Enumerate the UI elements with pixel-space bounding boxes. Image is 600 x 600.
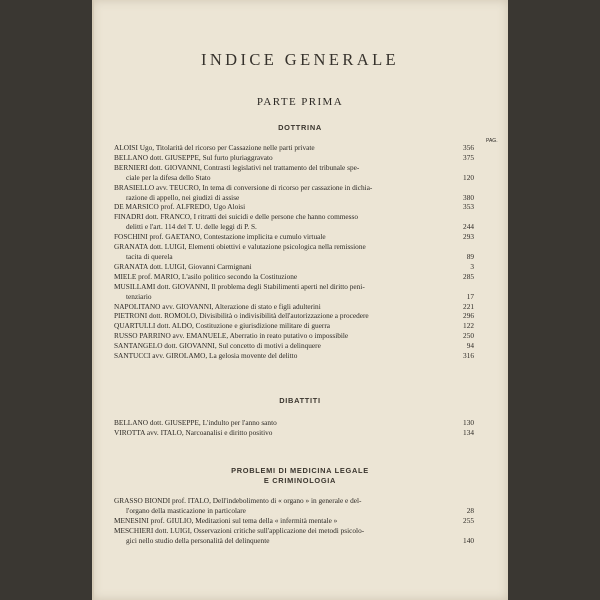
- index-entry: [114, 301, 474, 312]
- page-number: 293: [463, 232, 474, 242]
- entry-text: QUARTULLI dott. ALDO, Costituzione e giurisdizione militare di guerra: [114, 321, 330, 331]
- page-number: 356: [463, 143, 474, 152]
- page-number: 255: [463, 515, 474, 525]
- index-entry: [114, 182, 474, 203]
- entry-continuation: razione di appello, nei giudizi di assise: [126, 192, 240, 202]
- dottrina-list: [114, 143, 474, 361]
- index-entry: [114, 525, 474, 546]
- page-number: 120: [463, 172, 474, 182]
- entry-text: BELLANO dott. GIUSEPPE, L'indulto per l'anno santo: [114, 418, 277, 427]
- entry-continuation: tacita di querela: [126, 251, 173, 261]
- entry-text: GRANATA dott. LUIGI, Elementi obiettivi e valutazione psicologica nella remissione: [114, 242, 366, 252]
- index-entry: [114, 281, 474, 302]
- entry-text: MENESINI prof. GIULIO, Meditazioni sul tema della « infermità mentale »: [114, 515, 338, 525]
- part-heading: PARTE PRIMA: [256, 96, 344, 108]
- page-number: 353: [463, 202, 474, 212]
- page-number: 375: [463, 152, 474, 162]
- index-entry: [114, 311, 474, 321]
- entry-continuation: gici nello studio della personalità del delinquente: [126, 535, 270, 545]
- entry-text: ALOISI Ugo, Titolarità del ricorso per Cassazione nelle parti private: [114, 143, 315, 152]
- medicina-legale-list: [114, 496, 474, 546]
- entry-continuation: ciale per la difesa dello Stato: [126, 172, 211, 182]
- entry-text: FINADRI dott. FRANCO, I ritratti dei suicidi e delle persone che hanno commesso: [114, 212, 358, 222]
- section-heading-dottrina: DOTTRINA: [278, 123, 322, 132]
- entry-text: MESCHIERI dott. LUIGI, Osservazioni critiche sull'applicazione dei metodi psicolo-: [114, 525, 365, 535]
- page-number: 94: [466, 341, 474, 351]
- entry-text: SANTANGELO dott. GIOVANNI, Sul concetto di motivi a delinquere: [114, 341, 321, 351]
- index-entry: [114, 496, 474, 516]
- dibattiti-list: [114, 418, 474, 438]
- index-entry: [114, 143, 474, 153]
- page-number: 140: [463, 535, 474, 545]
- page-number: 17: [466, 291, 474, 301]
- index-entry: [114, 242, 474, 262]
- index-entry: [114, 202, 474, 212]
- section-heading-dibattiti: DIBATTITI: [279, 396, 321, 405]
- entry-text: MIELE prof. MARIO, L'asilo politico secondo la Costituzione: [114, 271, 298, 281]
- index-entry: [114, 261, 474, 272]
- index-entry: [114, 152, 474, 163]
- index-entry: [114, 212, 474, 232]
- page-number: 250: [463, 331, 474, 341]
- page-number: 130: [463, 418, 474, 427]
- entry-text: BELLANO dott. GIUSEPPE, Sul furto pluriaggravato: [114, 152, 273, 162]
- page-number: 316: [463, 351, 474, 361]
- page-content: [92, 0, 508, 600]
- entry-text: FOSCHINI prof. GAETANO, Contestazione implicita e cumulo virtuale: [114, 232, 326, 242]
- entry-text: SANTUCCI avv. GIROLAMO, La gelosia movente del delitto: [114, 351, 298, 361]
- index-entry: [114, 232, 474, 242]
- page-number: 134: [463, 427, 474, 437]
- entry-text: BRASIELLO avv. TEUCRO, In tema di conversione di ricorso per cassazione in dichia-: [114, 182, 373, 192]
- page-column-label: PAG.: [486, 138, 498, 144]
- page-number: 3: [470, 261, 474, 271]
- page-number: 221: [463, 301, 474, 311]
- index-entry: [114, 331, 474, 341]
- entry-text: GRASSO BIONDI prof. ITALO, Dell'indebolimento di « organo » in generale e del-: [114, 496, 362, 505]
- index-entry: [114, 321, 474, 331]
- entry-text: GRANATA dott. LUIGI, Giovanni Carmignani: [114, 261, 252, 271]
- page-number: 296: [463, 311, 474, 321]
- index-entry: [114, 515, 474, 526]
- entry-continuation: delitti e l'art. 114 del T. U. delle leggi di P. S.: [126, 222, 257, 232]
- page-title: INDICE GENERALE: [200, 50, 400, 69]
- page-number: 285: [463, 271, 474, 281]
- page-number: 380: [463, 192, 474, 202]
- entry-text: MUSILLAMI dott. GIOVANNI, Il problema degli Stabilimenti aperti nel diritto peni-: [114, 281, 365, 291]
- index-entry: [114, 341, 474, 351]
- page-number: 244: [463, 222, 474, 232]
- entry-text: RUSSO PARRINO avv. EMANUELE, Aberratio in reato putativo o impossibile: [114, 331, 349, 341]
- entry-continuation: tenziario: [126, 291, 152, 301]
- page-number: 122: [463, 321, 474, 331]
- entry-text: DE MARSICO prof. ALFREDO, Ugo Aloisi: [114, 202, 246, 212]
- index-entry: [114, 418, 474, 428]
- section-heading-criminologia: E CRIMINOLOGIA: [263, 476, 337, 485]
- index-entry: [114, 351, 474, 361]
- index-entry: [114, 162, 474, 183]
- page-number: 28: [466, 505, 474, 515]
- entry-text: NAPOLITANO avv. GIOVANNI, Alterazione di stato e figli adulterini: [114, 301, 321, 311]
- entry-text: PIETRONI dott. ROMOLO, Divisibilità o indivisibilità dell'autorizzazione a procedere: [114, 311, 369, 321]
- entry-text: BERNIERI dott. GIOVANNI, Contrasti legislativi nel trattamento del tribunale spe-: [114, 162, 360, 172]
- entry-continuation: l'organo della masticazione in particolare: [126, 505, 246, 515]
- index-entry: [114, 271, 474, 282]
- section-heading-medicina-legale: PROBLEMI DI MEDICINA LEGALE: [231, 466, 369, 475]
- page-number: 89: [466, 251, 474, 261]
- entry-text: VIROTTA avv. ITALO, Narcoanalisi e diritto positivo: [114, 427, 273, 437]
- index-entry: [114, 427, 474, 438]
